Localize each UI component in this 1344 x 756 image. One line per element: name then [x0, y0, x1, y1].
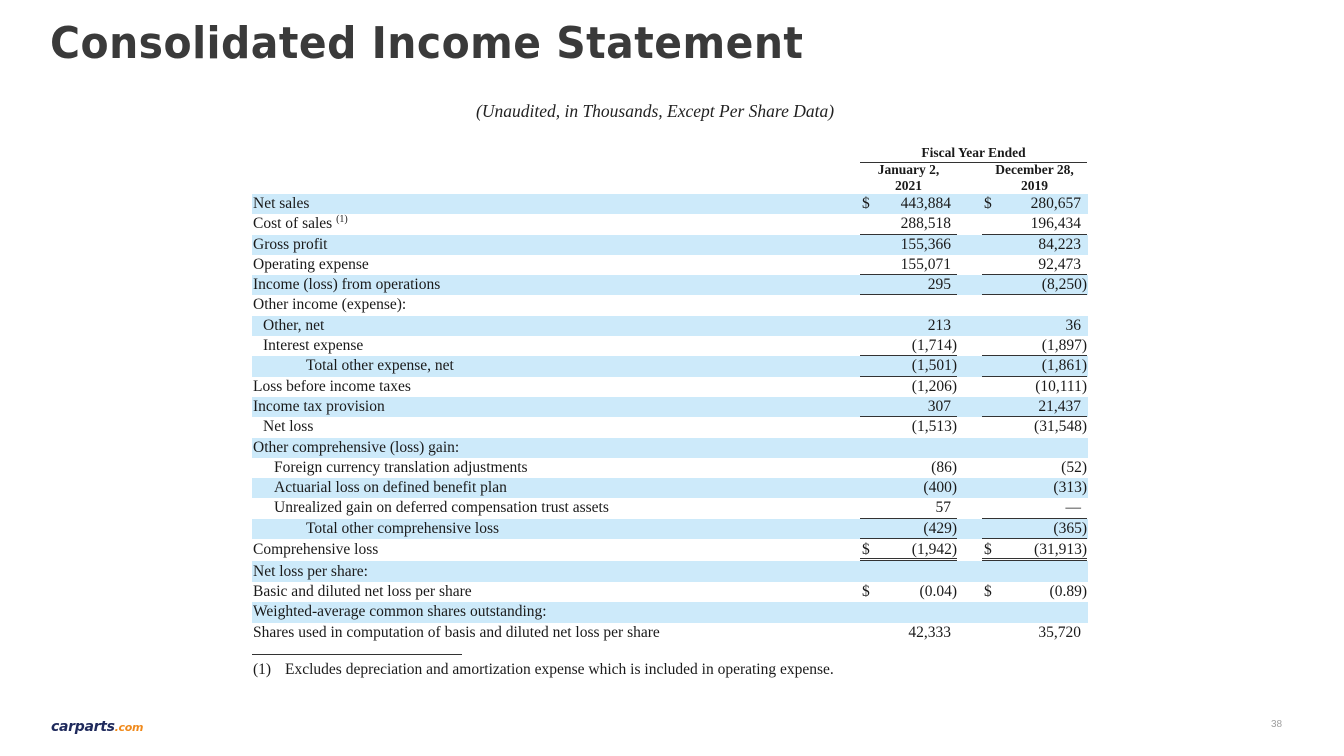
cell-2019: [982, 316, 1087, 336]
cell-value: 84,223: [1038, 235, 1081, 253]
row-label: [253, 214, 348, 234]
cell-2021: [860, 194, 957, 214]
footnote-marker: (1): [253, 661, 272, 678]
cell-value: (10,111): [1035, 377, 1087, 395]
cell-2021: [860, 478, 957, 498]
logo-brand: carparts: [51, 719, 115, 735]
currency-symbol: $: [984, 583, 992, 601]
cell-value: (1,714): [911, 337, 957, 355]
column-header-2021: [860, 162, 957, 195]
cell-2019: [982, 275, 1087, 295]
table-row-total-other-expense: [252, 356, 1088, 376]
cell-value: (0.04): [919, 583, 957, 601]
page-title: Consolidated Income Statement: [50, 18, 804, 69]
fiscal-year-header: Fiscal Year Ended: [860, 145, 1087, 163]
cell-value: 155,071: [900, 255, 951, 273]
logo-tld: .com: [114, 721, 144, 734]
cell-2019: [982, 356, 1087, 376]
cell-value: (0.89): [1049, 583, 1087, 601]
cell-value: 288,518: [900, 215, 951, 233]
row-label: Income (loss) from operations: [253, 276, 441, 294]
cell-value: 295: [927, 276, 951, 294]
cell-2021: [860, 336, 957, 356]
table-row-other-net: [252, 316, 1088, 336]
footnote-marker: (1): [336, 214, 348, 226]
table-row-net-loss-per-share-header: [252, 561, 1088, 583]
cell-value: (31,548): [1034, 418, 1087, 436]
cell-value: (31,913): [1034, 541, 1087, 559]
table-row-total-other-comprehensive-loss: [252, 519, 1088, 539]
row-label: Other, net: [263, 316, 325, 334]
table-row-cost-of-sales: [252, 214, 1088, 234]
column-header-year: 2019: [1021, 178, 1048, 193]
cell-2019: [982, 478, 1087, 498]
row-label: Net loss per share:: [253, 562, 368, 580]
row-label: Net sales: [253, 195, 310, 212]
currency-symbol: $: [984, 541, 992, 559]
table-row-basic-diluted-eps: [252, 582, 1088, 602]
cell-2021: [860, 519, 957, 539]
cell-2019: [982, 417, 1087, 437]
cell-2021: [860, 214, 957, 234]
table-row-actuarial-loss: [252, 478, 1088, 498]
currency-symbol: $: [984, 195, 992, 212]
cell-value: 213: [927, 316, 951, 334]
cell-value: (1,897): [1041, 337, 1087, 355]
table-row-interest-expense: [252, 336, 1088, 356]
table-row-unrealized-gain: [252, 498, 1088, 518]
table-row-weighted-average-header: [252, 602, 1088, 622]
cell-value: 42,333: [908, 623, 951, 641]
row-label: Comprehensive loss: [253, 541, 379, 559]
cell-value: (1,513): [911, 418, 957, 436]
cell-value: 57: [935, 499, 951, 517]
row-label: Total other comprehensive loss: [306, 519, 500, 537]
row-label: Other comprehensive (loss) gain:: [253, 438, 460, 456]
table-row-operating-expense: [252, 255, 1088, 275]
table-row-income-from-operations: [252, 275, 1088, 295]
row-label: Actuarial loss on defined benefit plan: [274, 479, 507, 497]
row-label: Weighted-average common shares outstanding:: [253, 603, 547, 621]
cell-2021: [860, 623, 957, 643]
cell-2021: [860, 255, 957, 275]
row-label: Gross profit: [253, 235, 328, 253]
table-row-shares-used: [252, 623, 1088, 643]
row-label: Unrealized gain on deferred compensation trust assets: [274, 499, 609, 517]
row-label: Shares used in computation of basis and diluted net loss per share: [253, 623, 660, 641]
cell-2019: [982, 194, 1087, 214]
column-header-date: December 28,: [995, 162, 1074, 177]
row-label: Income tax provision: [253, 397, 385, 415]
column-header-2019: [982, 162, 1087, 195]
table-subtitle: (Unaudited, in Thousands, Except Per Share Data): [476, 101, 835, 121]
table-row-gross-profit: [252, 235, 1088, 255]
cell-2019: [982, 498, 1087, 518]
row-label: Interest expense: [263, 337, 364, 355]
cell-2021: [860, 356, 957, 376]
cell-2019: [982, 214, 1087, 234]
table-row-income-tax-provision: [252, 397, 1088, 417]
row-label: Loss before income taxes: [253, 377, 411, 395]
cell-2019: [982, 582, 1087, 602]
currency-symbol: $: [862, 583, 870, 601]
row-label: Total other expense, net: [306, 357, 454, 375]
income-statement-table: [252, 194, 1088, 643]
cell-2021: [860, 397, 957, 417]
cell-value: 21,437: [1038, 397, 1081, 415]
cell-value: 35,720: [1038, 623, 1081, 641]
table-row-net-sales: [252, 194, 1088, 214]
cell-2019: [982, 377, 1087, 397]
cell-2021: [860, 377, 957, 397]
row-label: Net loss: [263, 418, 314, 436]
row-label: Foreign currency translation adjustments: [274, 458, 528, 476]
cell-2021: [860, 417, 957, 437]
cell-value: (1,501): [911, 357, 957, 375]
cell-value: 280,657: [1030, 195, 1081, 212]
cell-value: (313): [1053, 479, 1087, 497]
footnote-divider: [252, 654, 462, 655]
table-row-net-loss: [252, 417, 1088, 437]
cell-value: 196,434: [1030, 215, 1081, 233]
cell-2019: [982, 458, 1087, 478]
currency-symbol: $: [862, 541, 870, 559]
cell-2019: [982, 519, 1087, 539]
table-row-foreign-currency: [252, 458, 1088, 478]
cell-2021: [860, 316, 957, 336]
footnote-text: Excludes depreciation and amortization expense which is included in operating expense.: [285, 661, 834, 678]
cell-value: (365): [1053, 519, 1087, 537]
table-row-other-comprehensive-header: [252, 438, 1088, 458]
cell-2021: [860, 275, 957, 295]
table-row-other-income-header: [252, 295, 1088, 315]
page-number: 38: [1271, 719, 1283, 730]
cell-value: (1,861): [1041, 357, 1087, 375]
cell-2019: [982, 336, 1087, 356]
cell-2021: [860, 458, 957, 478]
row-label: Basic and diluted net loss per share: [253, 583, 472, 601]
carparts-logo: [51, 716, 143, 735]
cell-value: —: [1065, 499, 1081, 517]
cell-2021: [860, 498, 957, 518]
cell-value: (52): [1061, 458, 1087, 476]
footnote: [253, 661, 834, 679]
column-header-year: 2021: [895, 178, 922, 193]
cell-value: (1,206): [911, 377, 957, 395]
cell-value: (86): [931, 458, 957, 476]
cell-2021: [860, 582, 957, 602]
table-row-comprehensive-loss: [252, 539, 1088, 561]
cell-2019: [982, 255, 1087, 275]
cell-value: (1,942): [911, 541, 957, 559]
cell-2019: [982, 623, 1087, 643]
cell-value: 92,473: [1038, 255, 1081, 273]
cell-2019: [982, 397, 1087, 417]
row-label-text: Cost of sales: [253, 215, 333, 233]
column-header-date: January 2,: [877, 162, 940, 177]
table-row-loss-before-taxes: [252, 377, 1088, 397]
cell-value: 307: [927, 397, 951, 415]
cell-value: (8,250): [1041, 276, 1087, 294]
cell-value: (429): [923, 519, 957, 537]
currency-symbol: $: [862, 195, 870, 212]
cell-value: 155,366: [900, 235, 951, 253]
row-label: Other income (expense):: [253, 296, 407, 314]
cell-2019: [982, 539, 1087, 561]
cell-2021: [860, 235, 957, 255]
row-label: Operating expense: [253, 255, 369, 273]
cell-value: (400): [923, 479, 957, 497]
cell-2019: [982, 235, 1087, 255]
cell-value: 36: [1065, 316, 1081, 334]
cell-2021: [860, 539, 957, 561]
cell-value: 443,884: [900, 195, 951, 212]
